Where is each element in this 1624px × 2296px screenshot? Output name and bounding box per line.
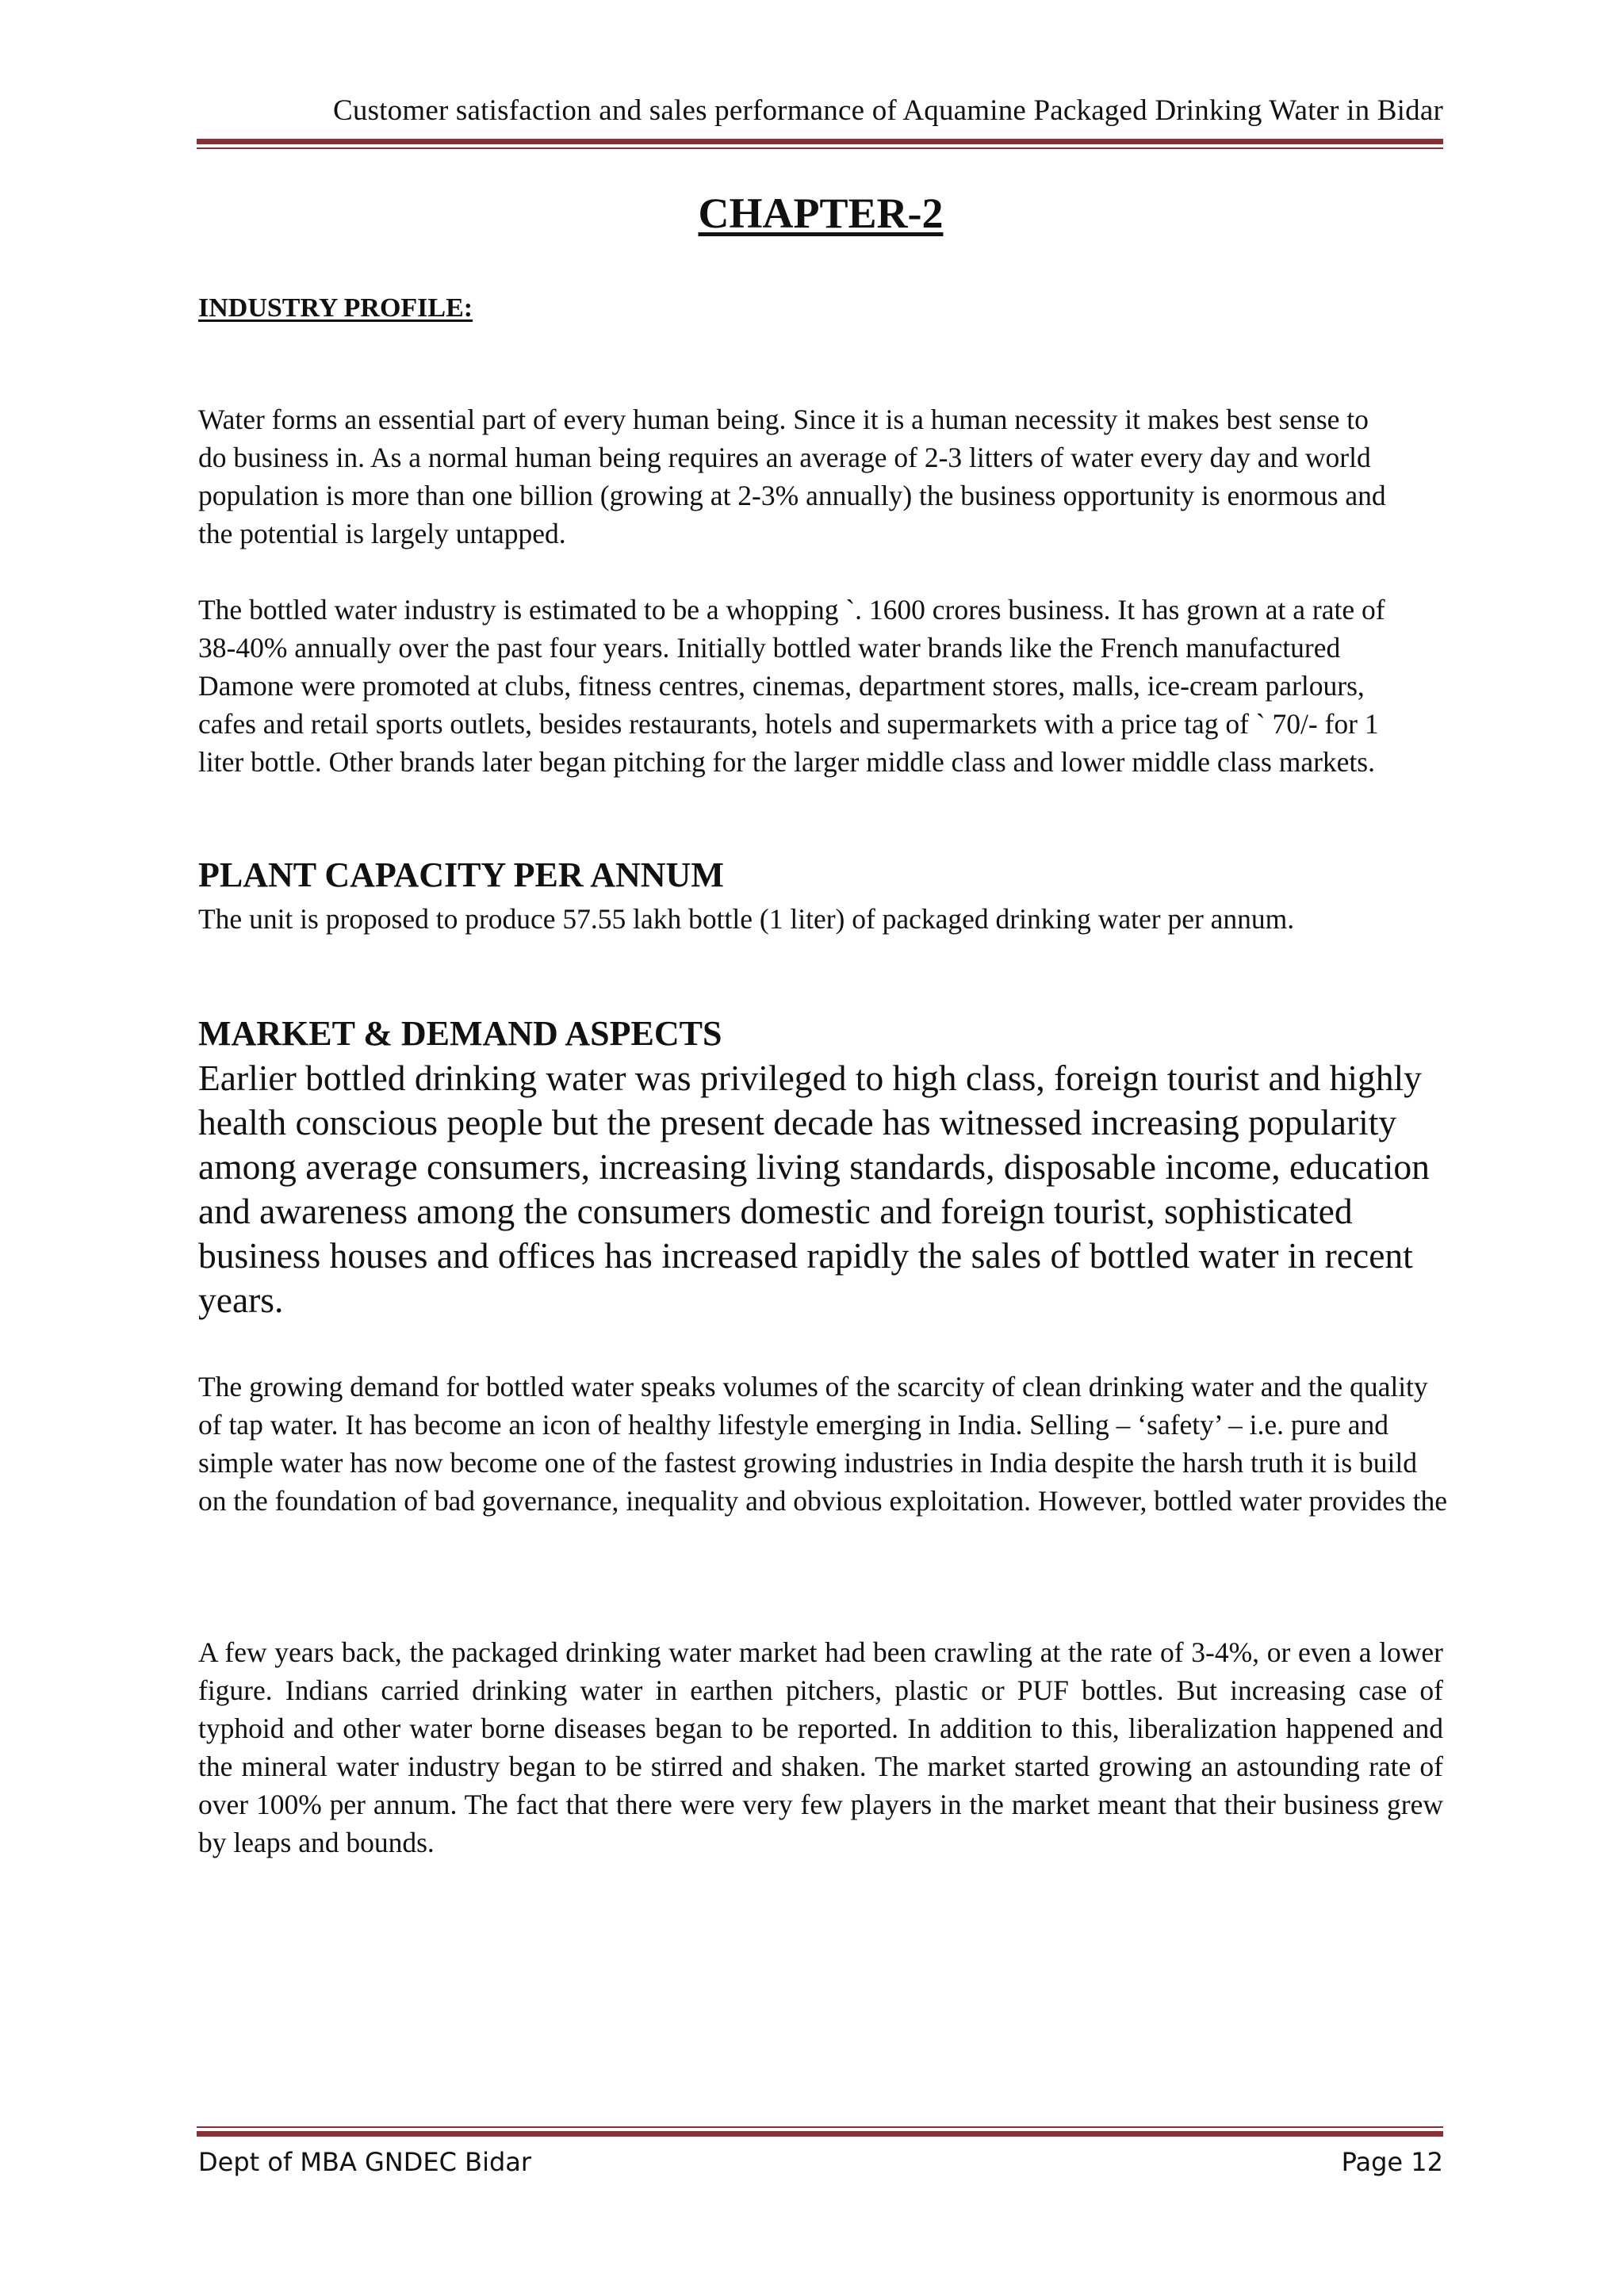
footer-page-number: Page 12 (1341, 2147, 1443, 2177)
plant-capacity-heading: PLANT CAPACITY PER ANNUM (198, 855, 724, 894)
market-demand-lead: Earlier bottled drinking water was privileged to high class, foreign tourist and highly health conscious people but the present decade has witnessed increasing popularity among average consumers, increasing living standards, disposable income, education and awareness among the consumers domestic and foreign tourist, sophisticated business houses and offices has increased rapidly the sales of bottled water in recent years. (198, 1058, 1430, 1320)
industry-profile-paragraph-2: The bottled water industry is estimated to be a whopping `. 1600 crores business. It has grown at a rate of 38-40% annually over the past four years. Initially bottled water brands like the French manufactured Damone were promoted at clubs, fitness centres, cinemas, department stores, malls, ice-cream parlours, cafes and retail sports outlets, besides restaurants, hotels and supermarkets with a price tag of ` 70/- for 1 liter bottle. Other brands later began pitching for the larger middle class and lower middle class markets. (198, 594, 1385, 778)
market-demand-paragraph-2: A few years back, the packaged drinking water market had been crawling at the rate of 3-4%, or even a lower figure. Indians carried drinking water in earthen pitchers, plastic or PUF bottles. But increasing case of typhoid and other water borne diseases began to be reported. In addition to this, liberalization happened and the mineral water industry began to be stirred and shaken. The market started growing an astounding rate of over 100% per annum. The fact that there were very few players in the market meant that their business grew by leaps and bounds. (198, 1636, 1443, 1858)
plant-capacity-text: The unit is proposed to produce 57.55 lakh bottle (1 liter) of packaged drinking water per annum. (198, 903, 1295, 935)
running-header: Customer satisfaction and sales performance of Aquamine Packaged Drinking Water in Bidar (332, 94, 1443, 127)
footer-department: Dept of MBA GNDEC Bidar (198, 2147, 532, 2177)
footer-rule-thick (197, 2131, 1443, 2137)
header-rule-thin (197, 147, 1443, 149)
chapter-title: CHAPTER-2 (698, 189, 944, 237)
header-rule-thick (197, 139, 1443, 144)
market-demand-paragraph-1: The growing demand for bottled water speaks volumes of the scarcity of clean drinking water and the quality of tap water. It has become an icon of healthy lifestyle emerging in India. Selling – ‘safety’ – i.e. pure and simple water has now become one of the fastest growing industries in India despite the harsh truth it is build on the foundation of bad governance, inequality and obvious exploitation. However, bottled water provides the (198, 1371, 1447, 1517)
industry-profile-paragraph-1: Water forms an essential part of every human being. Since it is a human necessity it makes best sense to do business in. As a normal human being requires an average of 2-3 litters of water every day and world population is more than one billion (growing at 2-3% annually) the business opportunity is enormous and the potential is largely untapped. (198, 404, 1386, 549)
industry-profile-label: INDUSTRY PROFILE: (198, 293, 473, 323)
footer-rule-thin (197, 2126, 1443, 2128)
market-demand-heading: MARKET & DEMAND ASPECTS (198, 1014, 722, 1053)
